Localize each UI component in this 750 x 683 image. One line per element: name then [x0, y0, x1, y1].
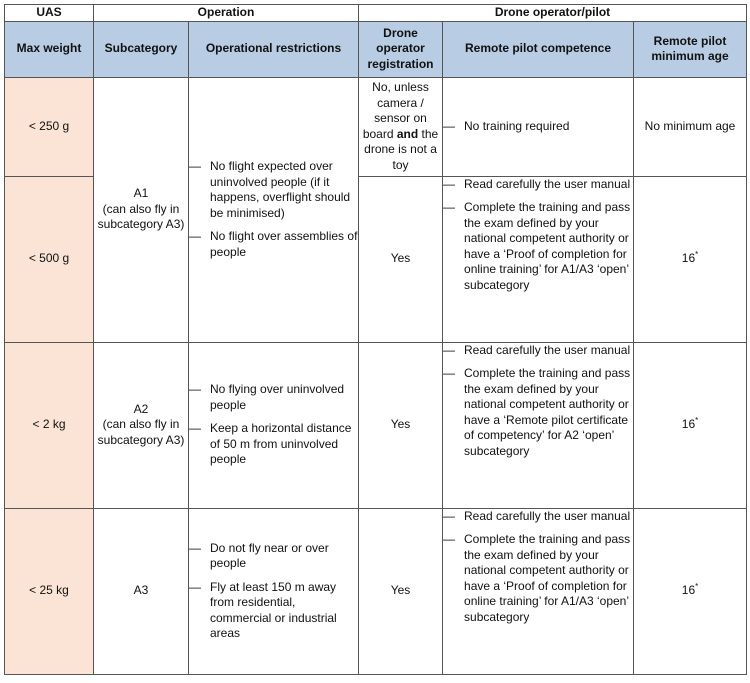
list-item: — No training required: [443, 118, 570, 133]
dash-bullet-icon: —: [443, 532, 456, 546]
dash-bullet-icon: —: [443, 508, 456, 523]
minimum-age-cell: No minimum age: [634, 77, 747, 176]
max-weight-cell: < 500 g: [5, 176, 94, 342]
competence-cell: [443, 77, 634, 176]
subcategory-cell-a2: [94, 342, 189, 508]
column-header-max-weight: Max weight: [5, 21, 94, 77]
dash-bullet-icon: —: [189, 579, 201, 594]
list-item: — No flight over assemblies of people: [189, 229, 358, 259]
dash-bullet-icon: —: [443, 118, 456, 133]
group-header-operation: Operation: [94, 5, 359, 22]
column-header-remote-pilot-minimum-age: Remote pilot minimum age: [634, 21, 747, 77]
footnote-mark: *: [695, 582, 699, 592]
table-row-25kg: [5, 508, 747, 674]
list-item: — Complete the training and pass the exam defined by your national competent authority or have a ‘Remote pilot certificate of competency’ for A2 ‘open’ subcategory: [443, 366, 631, 458]
dash-bullet-icon: —: [189, 421, 201, 436]
restrictions-list: [189, 541, 358, 642]
competence-cell: [443, 176, 634, 342]
footnote-mark: *: [695, 416, 699, 426]
list-item: — Complete the training and pass the exam defined by your national competent authority or have a ‘Proof of completion for online training’ for A1/A3 ‘open’ subcategory: [443, 200, 631, 292]
max-weight-cell: < 250 g: [5, 77, 94, 176]
minimum-age-cell: 16*: [634, 342, 747, 508]
table-row-250g: [5, 77, 747, 176]
subcategory-cell-a3: [94, 508, 189, 674]
list-item: — Fly at least 150 m away from residential, commercial or industrial areas: [189, 579, 337, 640]
list-item: — Keep a horizontal distance of 50 m from uninvolved people: [189, 421, 352, 467]
dash-bullet-icon: —: [443, 200, 456, 214]
dash-bullet-icon: —: [443, 342, 456, 357]
max-weight-cell: < 25 kg: [5, 508, 94, 674]
list-item: — Read carefully the user manual: [443, 508, 631, 523]
subcategory-cell-a1: [94, 77, 189, 342]
minimum-age-cell: 16*: [634, 508, 747, 674]
list-item: — Complete the training and pass the exam defined by your national competent authority or have a ‘Proof of completion for online training’ for A1/A3 ‘open’ subcategory: [443, 532, 631, 624]
registration-cell: Yes: [359, 176, 443, 342]
dash-bullet-icon: —: [443, 366, 456, 380]
registration-cell: Yes: [359, 342, 443, 508]
list-item: — No flight expected over uninvolved people (if it happens, overflight should be minimised): [189, 159, 351, 220]
operational-restrictions-cell-a2: [189, 342, 359, 508]
column-header-drone-operator-registration: Drone operator registration: [359, 21, 443, 77]
competence-cell: [443, 508, 634, 674]
footnote-mark: *: [695, 250, 699, 260]
dash-bullet-icon: —: [189, 540, 201, 555]
dash-bullet-icon: —: [189, 159, 201, 173]
competence-list: [443, 177, 633, 294]
table-row-2kg: [5, 342, 747, 508]
operational-restrictions-cell-a3: [189, 508, 359, 674]
column-header-subcategory: Subcategory: [94, 21, 189, 77]
uas-open-category-table: [4, 4, 747, 675]
list-item: — Do not fly near or over people: [189, 540, 329, 570]
subcategory-name: A3: [133, 583, 149, 598]
competence-list: [443, 119, 633, 135]
subcategory-note: (can also fly in subcategory A3): [97, 417, 185, 447]
competence-list: [443, 509, 633, 626]
operational-restrictions-cell-a1: [189, 77, 359, 342]
restrictions-list: [189, 159, 358, 260]
group-header-uas: UAS: [5, 5, 94, 22]
registration-cell: Yes: [359, 508, 443, 674]
list-item: — No flying over uninvolved people: [189, 382, 345, 412]
column-header-remote-pilot-competence: Remote pilot competence: [443, 21, 634, 77]
subcategory-name: A2: [133, 401, 149, 416]
competence-list: [443, 343, 633, 460]
group-header-drone-operator-pilot: Drone operator/pilot: [359, 5, 747, 22]
subcategory-name: A1: [133, 186, 149, 201]
dash-bullet-icon: —: [189, 382, 201, 397]
list-item: — Read carefully the user manual: [443, 342, 631, 357]
column-header-operational-restrictions: Operational restrictions: [189, 21, 359, 77]
dash-bullet-icon: —: [443, 176, 456, 191]
subcategory-note: (can also fly in subcategory A3): [97, 201, 185, 232]
minimum-age-cell: 16*: [634, 176, 747, 342]
max-weight-cell: < 2 kg: [5, 342, 94, 508]
competence-cell: [443, 342, 634, 508]
list-item: — Read carefully the user manual: [443, 176, 631, 191]
registration-cell: No, unless camera / sensor on board and the drone is not a toy: [359, 77, 443, 176]
dash-bullet-icon: —: [189, 229, 201, 243]
restrictions-list: [189, 382, 358, 468]
